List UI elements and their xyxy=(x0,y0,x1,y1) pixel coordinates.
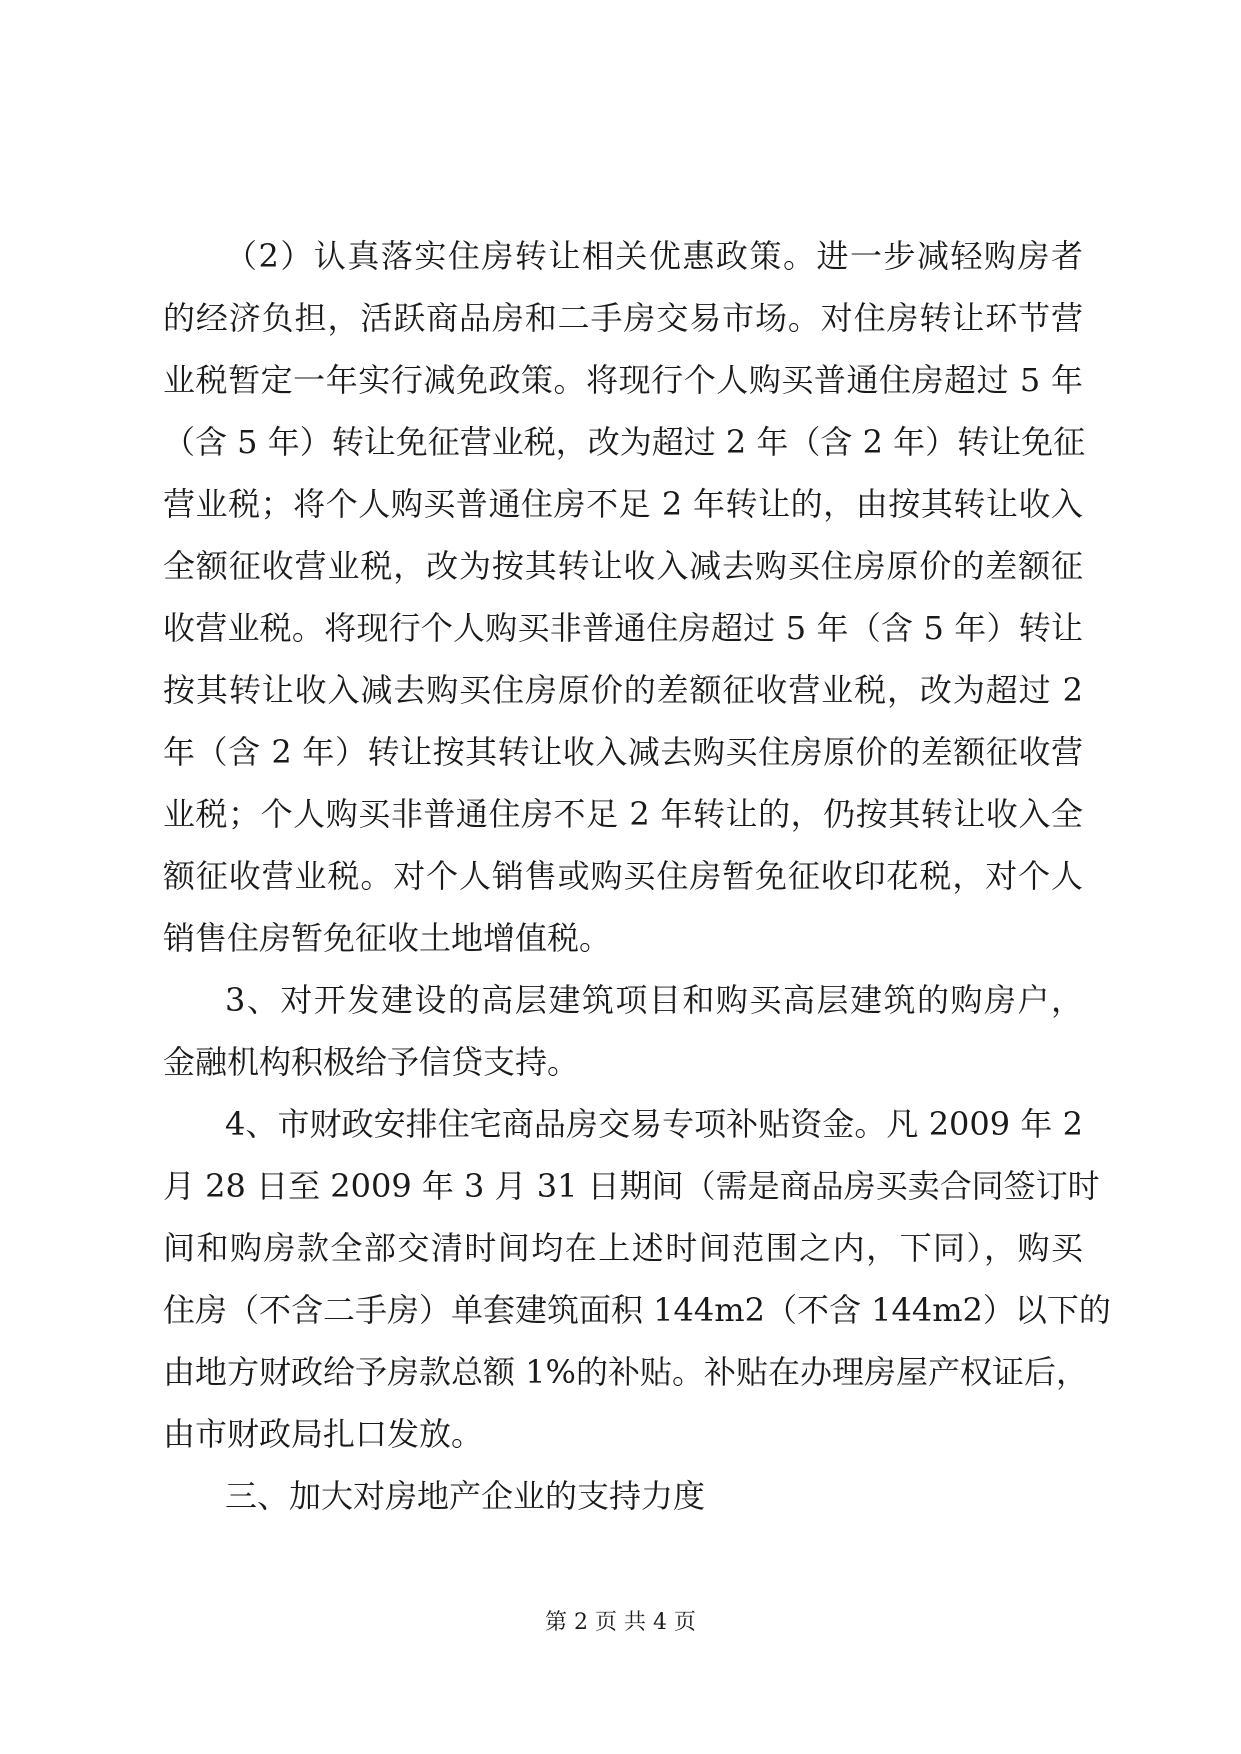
text-line: 间和购房款全部交清时间均在上述时间范围之内，下同），购买 xyxy=(163,1229,1083,1267)
text-line: 业税暂定一年实行减免政策。将现行个人购买普通住房超过 5 年 xyxy=(163,361,1083,399)
text-line: 年（含 2 年）转让按其转让收入减去购买住房原价的差额征收营 xyxy=(163,733,1083,771)
text-line: 月 28 日至 2009 年 3 月 31 日期间（需是商品房买卖合同签订时 xyxy=(163,1167,1100,1205)
text-line: 3、对开发建设的高层建筑项目和购买高层建筑的购房户， xyxy=(225,981,1083,1019)
text-line: 销售住房暂免征收土地增值税。 xyxy=(163,919,612,957)
text-line: 业税；个人购买非普通住房不足 2 年转让的，仍按其转让收入全 xyxy=(163,795,1083,833)
text-line: 由地方财政给予房款总额 1%的补贴。补贴在办理房屋产权证后， xyxy=(163,1353,1088,1391)
text-line: 的经济负担，活跃商品房和二手房交易市场。对住房转让环节营 xyxy=(163,299,1083,337)
text-line: 金融机构积极给予信贷支持。 xyxy=(163,1043,580,1081)
text-line: 住房（不含二手房）单套建筑面积 144m2（不含 144m2）以下的 xyxy=(163,1291,1111,1329)
text-line: 按其转让收入减去购买住房原价的差额征收营业税，改为超过 2 xyxy=(163,671,1083,709)
page-number-footer: 第 2 页 共 4 页 xyxy=(545,1610,696,1635)
text-line: 营业税；将个人购买普通住房不足 2 年转让的，由按其转让收入 xyxy=(163,485,1083,523)
document-body xyxy=(163,225,1111,1527)
text-line: 全额征收营业税，改为按其转让收入减去购买住房原价的差额征 xyxy=(163,547,1083,585)
paragraph-housing-transfer-policy xyxy=(163,225,1086,969)
paragraph-subsidy-funds xyxy=(163,1093,1111,1465)
section-heading: 三、加大对房地产企业的支持力度 xyxy=(225,1477,706,1515)
text-line: 4、市财政安排住宅商品房交易专项补贴资金。凡 2009 年 2 xyxy=(225,1105,1083,1143)
text-line: 收营业税。将现行个人购买非普通住房超过 5 年（含 5 年）转让 xyxy=(163,609,1083,647)
paragraph-credit-support xyxy=(163,969,1083,1093)
text-line: 额征收营业税。对个人销售或购买住房暂免征收印花税，对个人 xyxy=(163,857,1083,895)
text-line: （含 5 年）转让免征营业税，改为超过 2 年（含 2 年）转让免征 xyxy=(163,423,1086,461)
text-line: （2）认真落实住房转让相关优惠政策。进一步减轻购房者 xyxy=(225,237,1083,275)
text-line: 由市财政局扎口发放。 xyxy=(163,1415,484,1453)
